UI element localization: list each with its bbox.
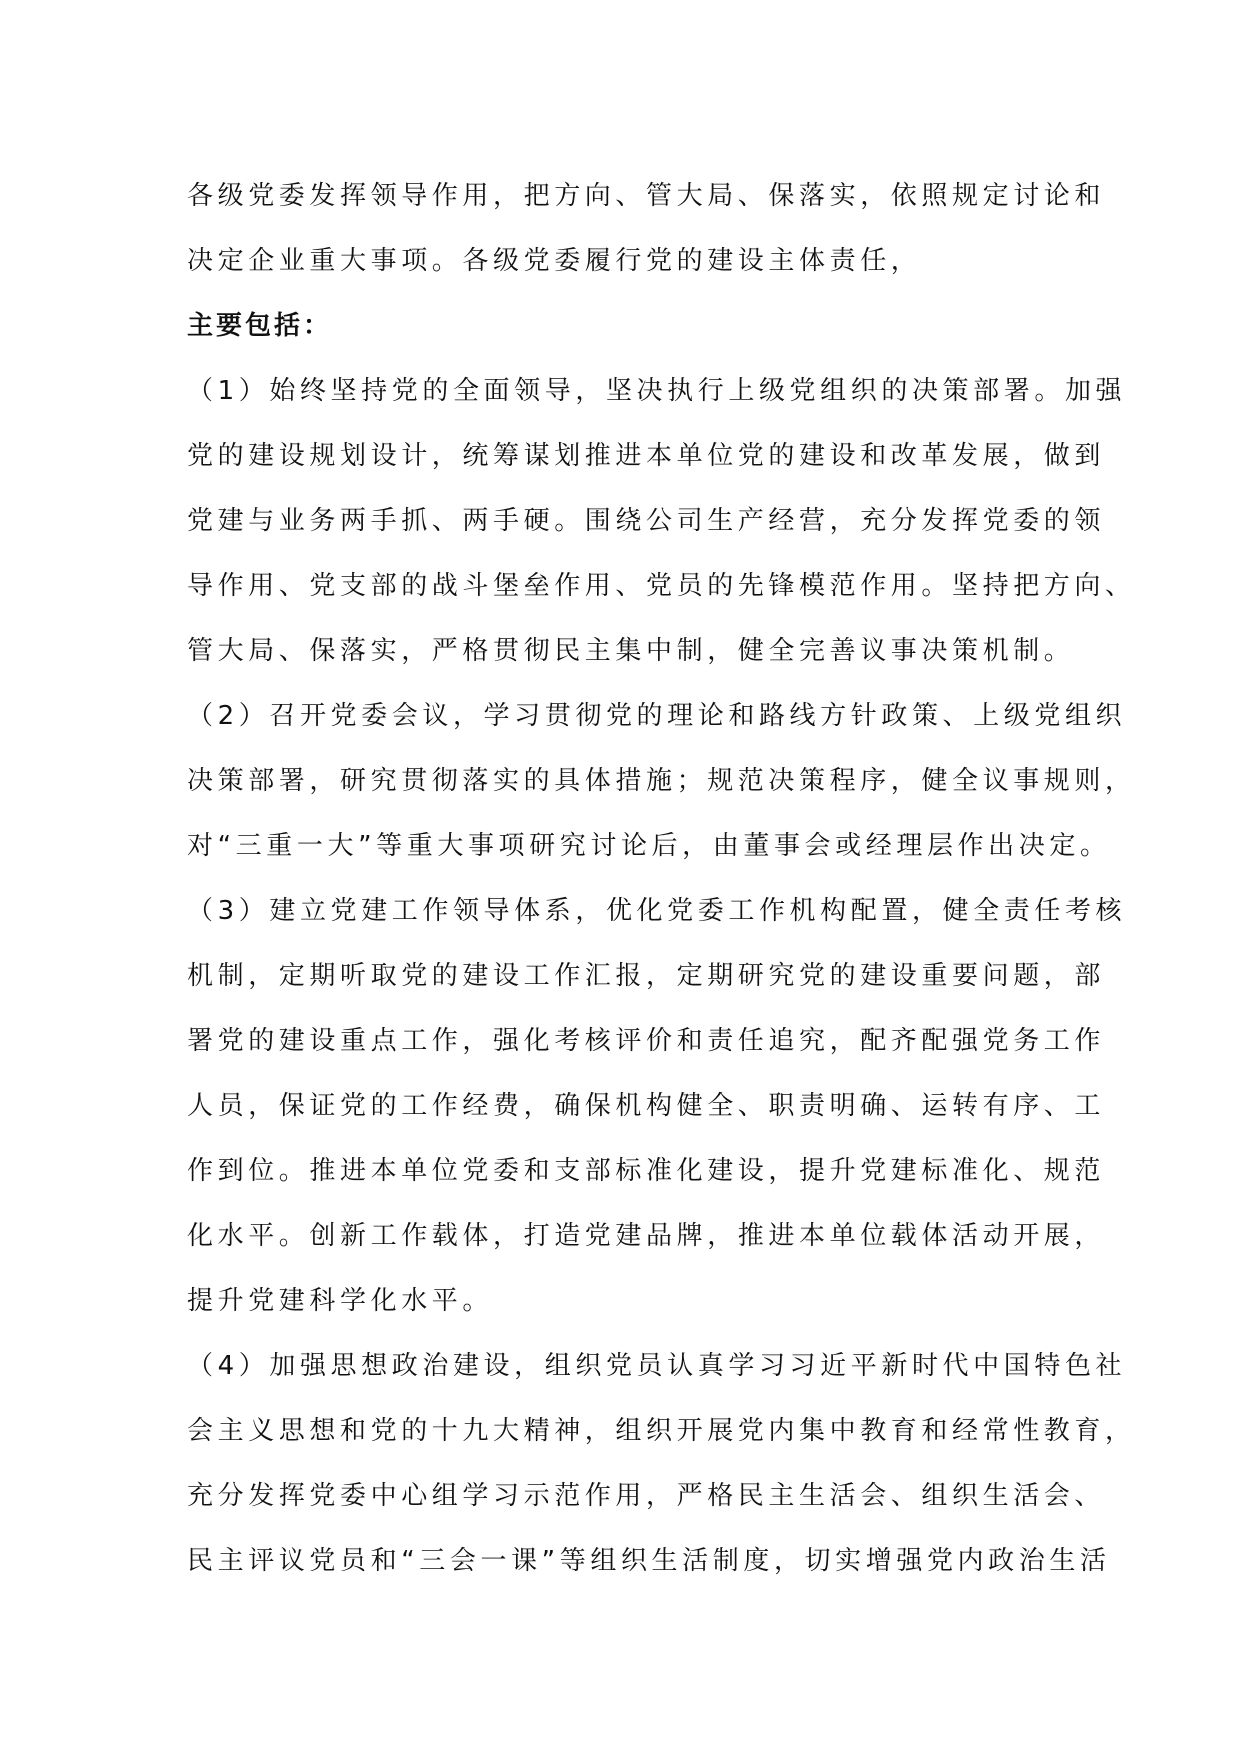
- text-line: 管大局、保落实，严格贯彻民主集中制，健全完善议事决策机制。: [187, 636, 1075, 666]
- text-line: 导作用、党支部的战斗堡垒作用、党员的先锋模范作用。坚持把方向、: [187, 571, 1136, 601]
- text-line: 决定企业重大事项。各级党委履行党的建设主体责任，: [187, 246, 922, 276]
- text-line: 作到位。推进本单位党委和支部标准化建设，提升党建标准化、规范: [187, 1156, 1106, 1186]
- text-line: （4）加强思想政治建设，组织党员认真学习习近平新时代中国特色社: [187, 1351, 1127, 1381]
- text-line: 充分发挥党委中心组学习示范作用，严格民主生活会、组织生活会、: [187, 1481, 1106, 1511]
- text-line: 会主义思想和党的十九大精神，组织开展党内集中教育和经常性教育，: [187, 1416, 1136, 1446]
- text-line: 机制，定期听取党的建设工作汇报，定期研究党的建设重要问题，部: [187, 961, 1106, 991]
- text-line: （2）召开党委会议，学习贯彻党的理论和路线方针政策、上级党组织: [187, 701, 1127, 731]
- text-line: 对“三重一大”等重大事项研究讨论后，由董事会或经理层作出决定。: [187, 831, 1111, 861]
- text-line: 党建与业务两手抓、两手硬。围绕公司生产经营，充分发挥党委的领: [187, 506, 1106, 536]
- text-line: （3）建立党建工作领导体系，优化党委工作机构配置，健全责任考核: [187, 896, 1127, 926]
- text-line: 各级党委发挥领导作用，把方向、管大局、保落实，依照规定讨论和: [187, 181, 1106, 211]
- text-line: 党的建设规划设计，统筹谋划推进本单位党的建设和改革发展，做到: [187, 441, 1106, 471]
- text-line: 署党的建设重点工作，强化考核评价和责任追究，配齐配强党务工作: [187, 1026, 1106, 1056]
- text-line: 决策部署，研究贯彻落实的具体措施；规范决策程序，健全议事规则，: [187, 766, 1136, 796]
- text-line: （1）始终坚持党的全面领导，坚决执行上级党组织的决策部署。加强: [187, 376, 1127, 406]
- text-line: 人员，保证党的工作经费，确保机构健全、职责明确、运转有序、工: [187, 1091, 1106, 1121]
- text-line: 民主评议党员和“三会一课”等组织生活制度，切实增强党内政治生活: [187, 1546, 1111, 1576]
- text-line: 提升党建科学化水平。: [187, 1286, 494, 1316]
- text-line: 化水平。创新工作载体，打造党建品牌，推进本单位载体活动开展，: [187, 1221, 1106, 1251]
- section-heading: 主要包括：: [187, 311, 333, 341]
